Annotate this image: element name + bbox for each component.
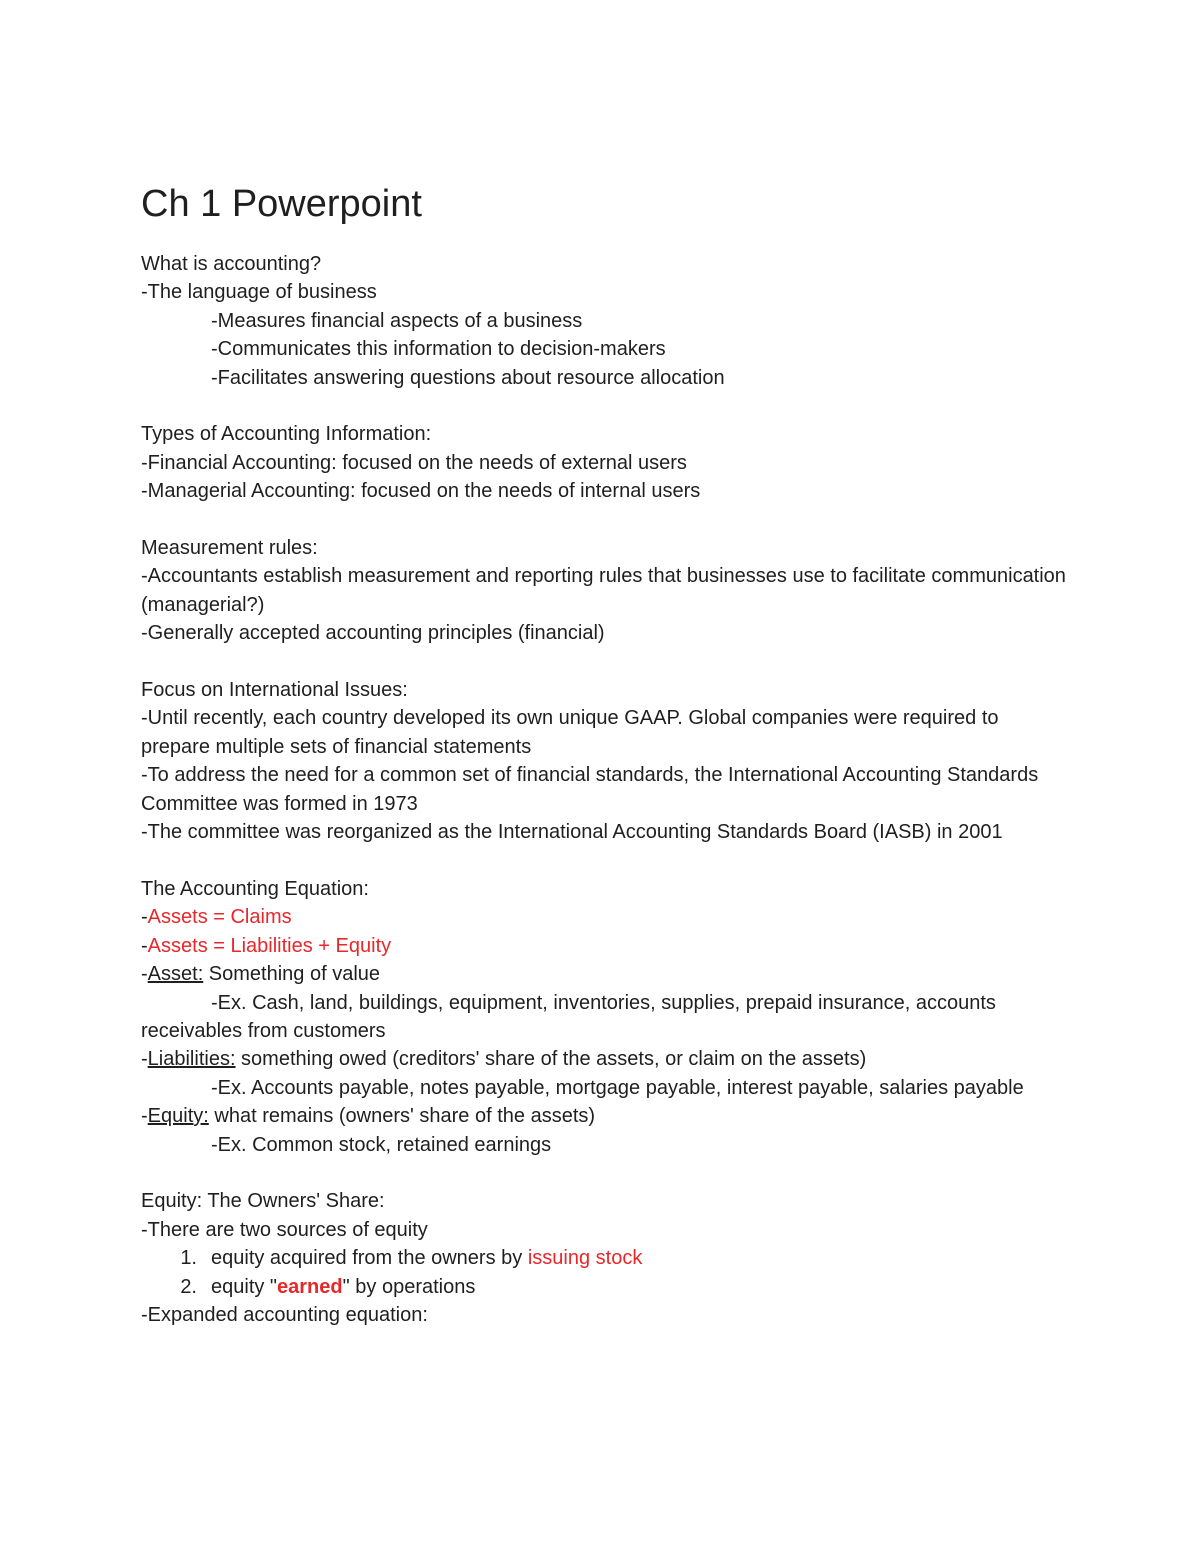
list-item-text-plain: equity " (211, 1275, 278, 1298)
bullet-gaap: -Generally accepted accounting principles (financial) (141, 622, 605, 645)
list-item-text-plain: " by operations (342, 1275, 476, 1298)
example-liabilities: -Ex. Accounts payable, notes payable, mortgage payable, interest payable, salaries payable (211, 1076, 1024, 1099)
definition-text: something owed (creditors' share of the assets, or claim on the assets) (235, 1048, 867, 1071)
spacer (141, 506, 1071, 534)
section-heading-measurement-rules: Measurement rules: (141, 537, 318, 560)
dash: - (141, 934, 148, 957)
list-marker: 1. (180, 1247, 197, 1270)
bullet-two-sources: -There are two sources of equity (141, 1218, 428, 1241)
term-asset: Asset: (147, 963, 204, 986)
equation-assets-claims (141, 903, 1071, 931)
spacer (141, 648, 1071, 676)
dash: - (141, 906, 148, 929)
document-body (141, 180, 1071, 1329)
spacer (141, 1159, 1071, 1187)
definition-text: what remains (owners' share of the assets) (208, 1105, 596, 1128)
bullet-until-recently: -Until recently, each country developed its own unique GAAP. Global companies were required to prepare multiple sets of financial statements (141, 707, 999, 758)
definition-asset (141, 960, 1071, 988)
list-item-text-plain: equity acquired from the owners by (211, 1247, 528, 1270)
bullet-financial-accounting: -Financial Accounting: focused on the needs of external users (141, 451, 687, 474)
definition-liabilities (141, 1045, 1071, 1073)
dash: - (141, 1105, 148, 1128)
equation-text: Assets = Liabilities + Equity (147, 934, 392, 957)
bullet-language-of-business: -The language of business (141, 281, 377, 304)
bullet-accountants-establish: -Accountants establish measurement and reporting rules that businesses use to facilitate communication (managerial?) (141, 565, 1066, 616)
list-item-text (211, 1244, 642, 1272)
bullet-committee-reorganized: -The committee was reorganized as the International Accounting Standards Board (IASB) in 2001 (141, 821, 1003, 844)
definition-equity (141, 1102, 1071, 1130)
spacer (141, 392, 1071, 420)
sub-bullet-communicates: -Communicates this information to decision-makers (211, 338, 666, 361)
document-title: Ch 1 Powerpoint (141, 183, 422, 225)
list-marker: 2. (180, 1275, 197, 1298)
spacer (141, 846, 1071, 874)
highlight-earned: earned (277, 1275, 343, 1298)
definition-text: Something of value (203, 963, 381, 986)
bullet-managerial-accounting: -Managerial Accounting: focused on the needs of internal users (141, 480, 701, 503)
bullet-expanded-equation: -Expanded accounting equation: (141, 1303, 428, 1326)
section-heading-international: Focus on International Issues: (141, 679, 408, 702)
section-heading-what-is-accounting: What is accounting? (141, 253, 322, 275)
example-equity: -Ex. Common stock, retained earnings (211, 1133, 552, 1156)
section-heading-accounting-equation: The Accounting Equation: (141, 877, 369, 900)
section-heading-types: Types of Accounting Information: (141, 423, 432, 446)
sub-bullet-facilitates: -Facilitates answering questions about resource allocation (211, 366, 725, 389)
section-heading-owners-share: Equity: The Owners' Share: (141, 1190, 385, 1213)
term-equity: Equity: (147, 1105, 209, 1128)
bullet-to-address: -To address the need for a common set of financial standards, the International Accounting Standards Committee was formed in 1973 (141, 764, 1039, 815)
list-item-text (211, 1273, 475, 1301)
list-item (141, 1273, 1071, 1301)
list-item (141, 1244, 1071, 1272)
term-liabilities: Liabilities: (147, 1048, 236, 1071)
dash: - (141, 1048, 148, 1071)
dash: - (141, 963, 148, 986)
highlight-issuing-stock: issuing stock (527, 1247, 643, 1270)
sub-bullet-measures: -Measures financial aspects of a business (211, 309, 583, 332)
equation-text: Assets = Claims (147, 906, 292, 929)
equation-assets-liabilities-equity (141, 932, 1071, 960)
example-asset: -Ex. Cash, land, buildings, equipment, inventories, supplies, prepaid insurance, accounts receivables from customers (141, 991, 996, 1042)
